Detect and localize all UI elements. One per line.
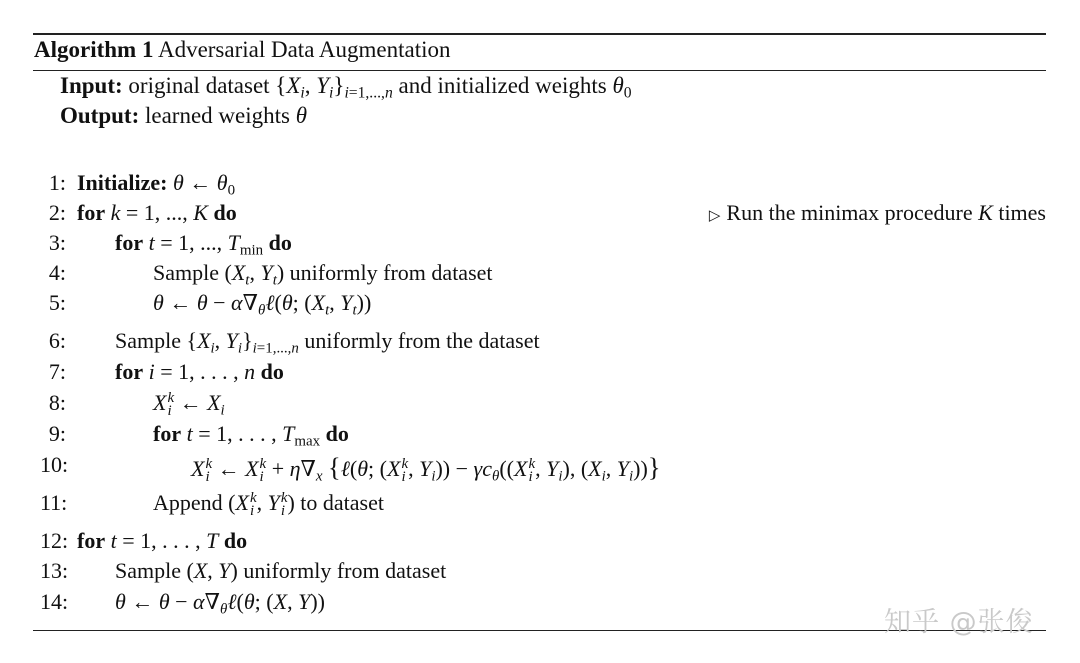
algo-line-3 <box>0 230 1080 260</box>
keyword-do: do <box>213 200 237 225</box>
line-number: 12: <box>40 528 69 553</box>
algo-line-8 <box>0 390 1080 420</box>
line-text: Sample (X, Y) uniformly from dataset <box>115 558 447 583</box>
algorithm-title <box>34 37 450 63</box>
line-2-comment: ▷ Run the minimax procedure K times <box>708 200 1046 225</box>
keyword-sample: Sample <box>153 260 219 285</box>
keyword-do: do <box>260 359 284 384</box>
line-number: 8: <box>48 390 66 415</box>
keyword-initialize: Initialize: <box>77 170 168 195</box>
output-label: Output: <box>60 103 140 128</box>
line-number: 4: <box>48 260 66 285</box>
keyword-do: do <box>223 528 248 553</box>
keyword-do: do <box>325 421 349 446</box>
output-math: learned weights θ <box>145 103 308 128</box>
watermark: 知乎 @张俊 <box>884 607 1034 638</box>
line-text: for t = 1, . . . , $T_{max}$ do <box>153 421 349 450</box>
keyword-for: for <box>77 528 106 553</box>
top-rule <box>33 33 1046 35</box>
line-text: Initialize: θ ← $\theta_0$ <box>77 170 236 199</box>
line-text: for t = 1, ..., $T_{min}$ do <box>115 230 292 259</box>
algo-line-11 <box>0 490 1080 520</box>
algo-line-12 <box>0 528 1080 558</box>
keyword-for: for <box>153 421 182 446</box>
algo-line-13 <box>0 558 1080 588</box>
line-number: 1: <box>48 170 66 195</box>
keyword-for: for <box>115 230 144 255</box>
output-line <box>60 103 307 129</box>
triangle-icon: ▷ <box>708 208 721 224</box>
line-text: for i = 1, . . . , n do <box>115 359 284 384</box>
title-rule <box>33 70 1046 71</box>
line-text: for k = 1, ..., K do <box>77 200 237 225</box>
algo-line-10 <box>0 452 1080 485</box>
keyword-for: for <box>115 359 144 384</box>
input-line <box>60 73 632 102</box>
line-text: for t = 1, . . . , T do <box>77 528 248 553</box>
line-number: 14: <box>40 589 69 614</box>
algo-line-4 <box>0 260 1080 290</box>
line-number: 11: <box>40 490 68 515</box>
algorithm-name: Adversarial Data Augmentation <box>157 37 451 62</box>
algo-line-1 <box>0 170 1080 200</box>
line-text: θ ← $\theta - \alpha\nabla_\theta\ell(\theta$; (X, Y)) <box>115 589 325 618</box>
keyword-do: do <box>268 230 292 255</box>
line-number: 5: <box>48 290 66 315</box>
keyword-for: for <box>77 200 106 225</box>
line-number: 2: <box>48 200 66 225</box>
algo-line-6 <box>0 328 1080 358</box>
line-number: 13: <box>40 558 69 583</box>
line-text: θ ← $\theta - \alpha\nabla_\theta\ell(\theta$; ($X_t$, $Y_t$)) <box>153 290 372 319</box>
line-number: 6: <box>48 328 66 353</box>
line-text: Sample {$X_i$, $Y_i\}_{i=1,...,n}$ uniformly from the dataset <box>115 328 540 357</box>
line-text: Sample ($X_t$, $Y_t$) uniformly from dataset <box>153 260 493 289</box>
keyword-sample: Sample <box>115 328 181 353</box>
keyword-sample: Sample <box>115 558 181 583</box>
keyword-append: Append <box>153 490 223 515</box>
algo-line-7 <box>0 359 1080 389</box>
line-number: 7: <box>48 359 66 384</box>
algo-line-5 <box>0 290 1080 320</box>
line-number: 10: <box>40 452 69 477</box>
algorithm-label: Algorithm 1 <box>34 37 154 62</box>
line-text: Append (X k i , Y k i ) to dataset <box>153 489 384 519</box>
line-text: X k i ← X k i + $\eta\nabla_x$ {ℓ(θ; (X k i , $Y_i)) - \gamma c_\theta((X$ k i , $Y_i$), ($X_i$, $Y_i$))} <box>191 452 661 485</box>
input-label: Input: <box>60 73 123 98</box>
input-math: original dataset {$X_i$, $Y_i\}_{i=1,...,n}$ and initialized weights $\theta_0$ <box>128 73 632 102</box>
line-number: 3: <box>48 230 66 255</box>
line-text: X k i ← $X_i$ <box>153 389 225 419</box>
algo-line-9 <box>0 421 1080 451</box>
line-number: 9: <box>48 421 66 446</box>
